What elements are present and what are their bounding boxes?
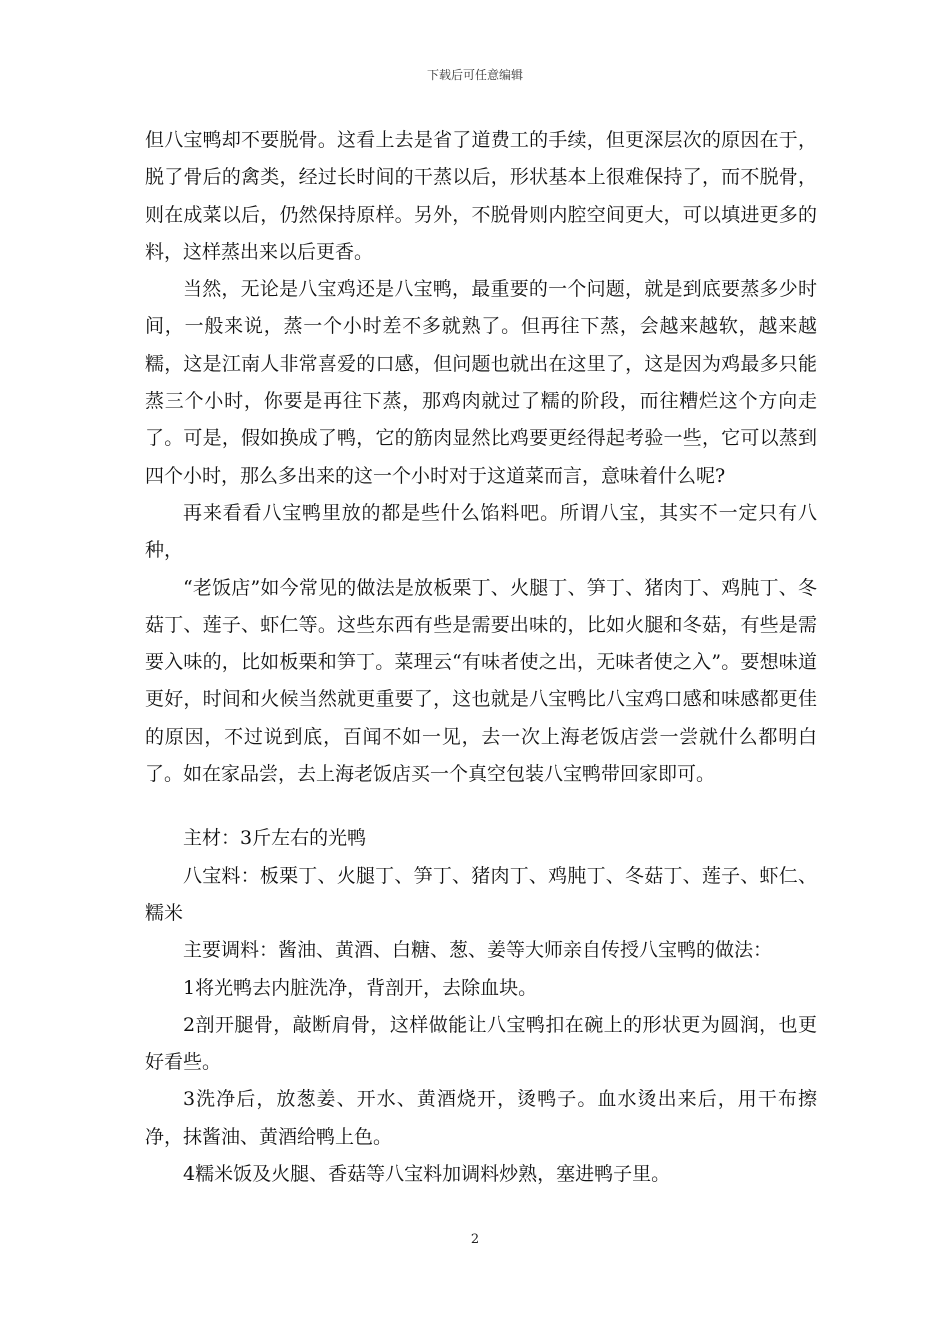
section-gap [145,793,817,820]
step-2: 2剖开腿骨，敲断肩骨，这样做能让八宝鸭扣在碗上的形状更为圆润，也更好看些。 [145,1013,817,1074]
paragraph-3: 再来看看八宝鸭里放的都是些什么馅料吧。所谓八宝，其实不一定只有八种， [145,501,817,562]
page-number: 2 [470,1232,480,1247]
paragraph-1: 但八宝鸭却不要脱骨。这看上去是省了道费工的手续，但更深层次的原因在于，脱了骨后的禽类，经过长时间的干蒸以后，形状基本上很难保持了，而不脱骨，则在成菜以后，仍然保持原样。另外，不脱骨则内腔空间更大，可以填进更多的料，这样蒸出来以后更香。 [145,129,817,263]
page-header: 下载后可任意编辑 [426,68,523,82]
main-seasonings: 主要调料：酱油、黄酒、白糖、葱、姜等大师亲自传授八宝鸭的做法： [183,939,773,962]
eight-treasure-ingredients: 八宝料：板栗丁、火腿丁、笋丁、猪肉丁、鸡肫丁、冬菇丁、莲子、虾仁、糯米 [145,864,817,924]
step-1: 1将光鸭去内脏洗净，背剖开，去除血块。 [183,976,538,999]
paragraph-4: “老饭店”如今常见的做法是放板栗丁、火腿丁、笋丁、猪肉丁、鸡肫丁、冬菇丁、莲子、虾仁等。这些东西有些是需要出味的，比如火腿和冬菇，有些是需要入味的，比如板栗和笋丁。菜理云“有味者使之出，无味者使之入”。要想味道更好，时间和火候当然就更重要了，这也就是八宝鸭比八宝鸡口感和味感都更佳的原因，不过说到底，百闻不如一见，去一次上海老饭店尝一尝就什么都明白了。如在家品尝，去上海老饭店买一个真空包装八宝鸭带回家即可。 [145,576,817,786]
step-3: 3洗净后，放葱姜、开水、黄酒烧开，烫鸭子。血水烫出来后，用干布擦净，抹酱油、黄酒给鸭上色。 [145,1088,817,1148]
main-ingredient: 主材：3斤左右的光鸭 [183,827,367,850]
step-4: 4糯米饭及火腿、香菇等八宝料加调料炒熟，塞进鸭子里。 [183,1163,671,1186]
document-body [145,122,817,1193]
paragraph-2: 当然，无论是八宝鸡还是八宝鸭，最重要的一个问题，就是到底要蒸多少时间，一般来说，蒸一个小时差不多就熟了。但再往下蒸，会越来越软，越来越糯，这是江南人非常喜爱的口感，但问题也就出在这里了，这是因为鸡最多只能蒸三个小时，你要是再往下蒸，那鸡肉就过了糯的阶段，而往糟烂这个方向走了。可是，假如换成了鸭，它的筋肉显然比鸡要更经得起考验一些，它可以蒸到四个小时，那么多出来的这一个小时对于这道菜而言，意味着什么呢? [145,278,817,487]
